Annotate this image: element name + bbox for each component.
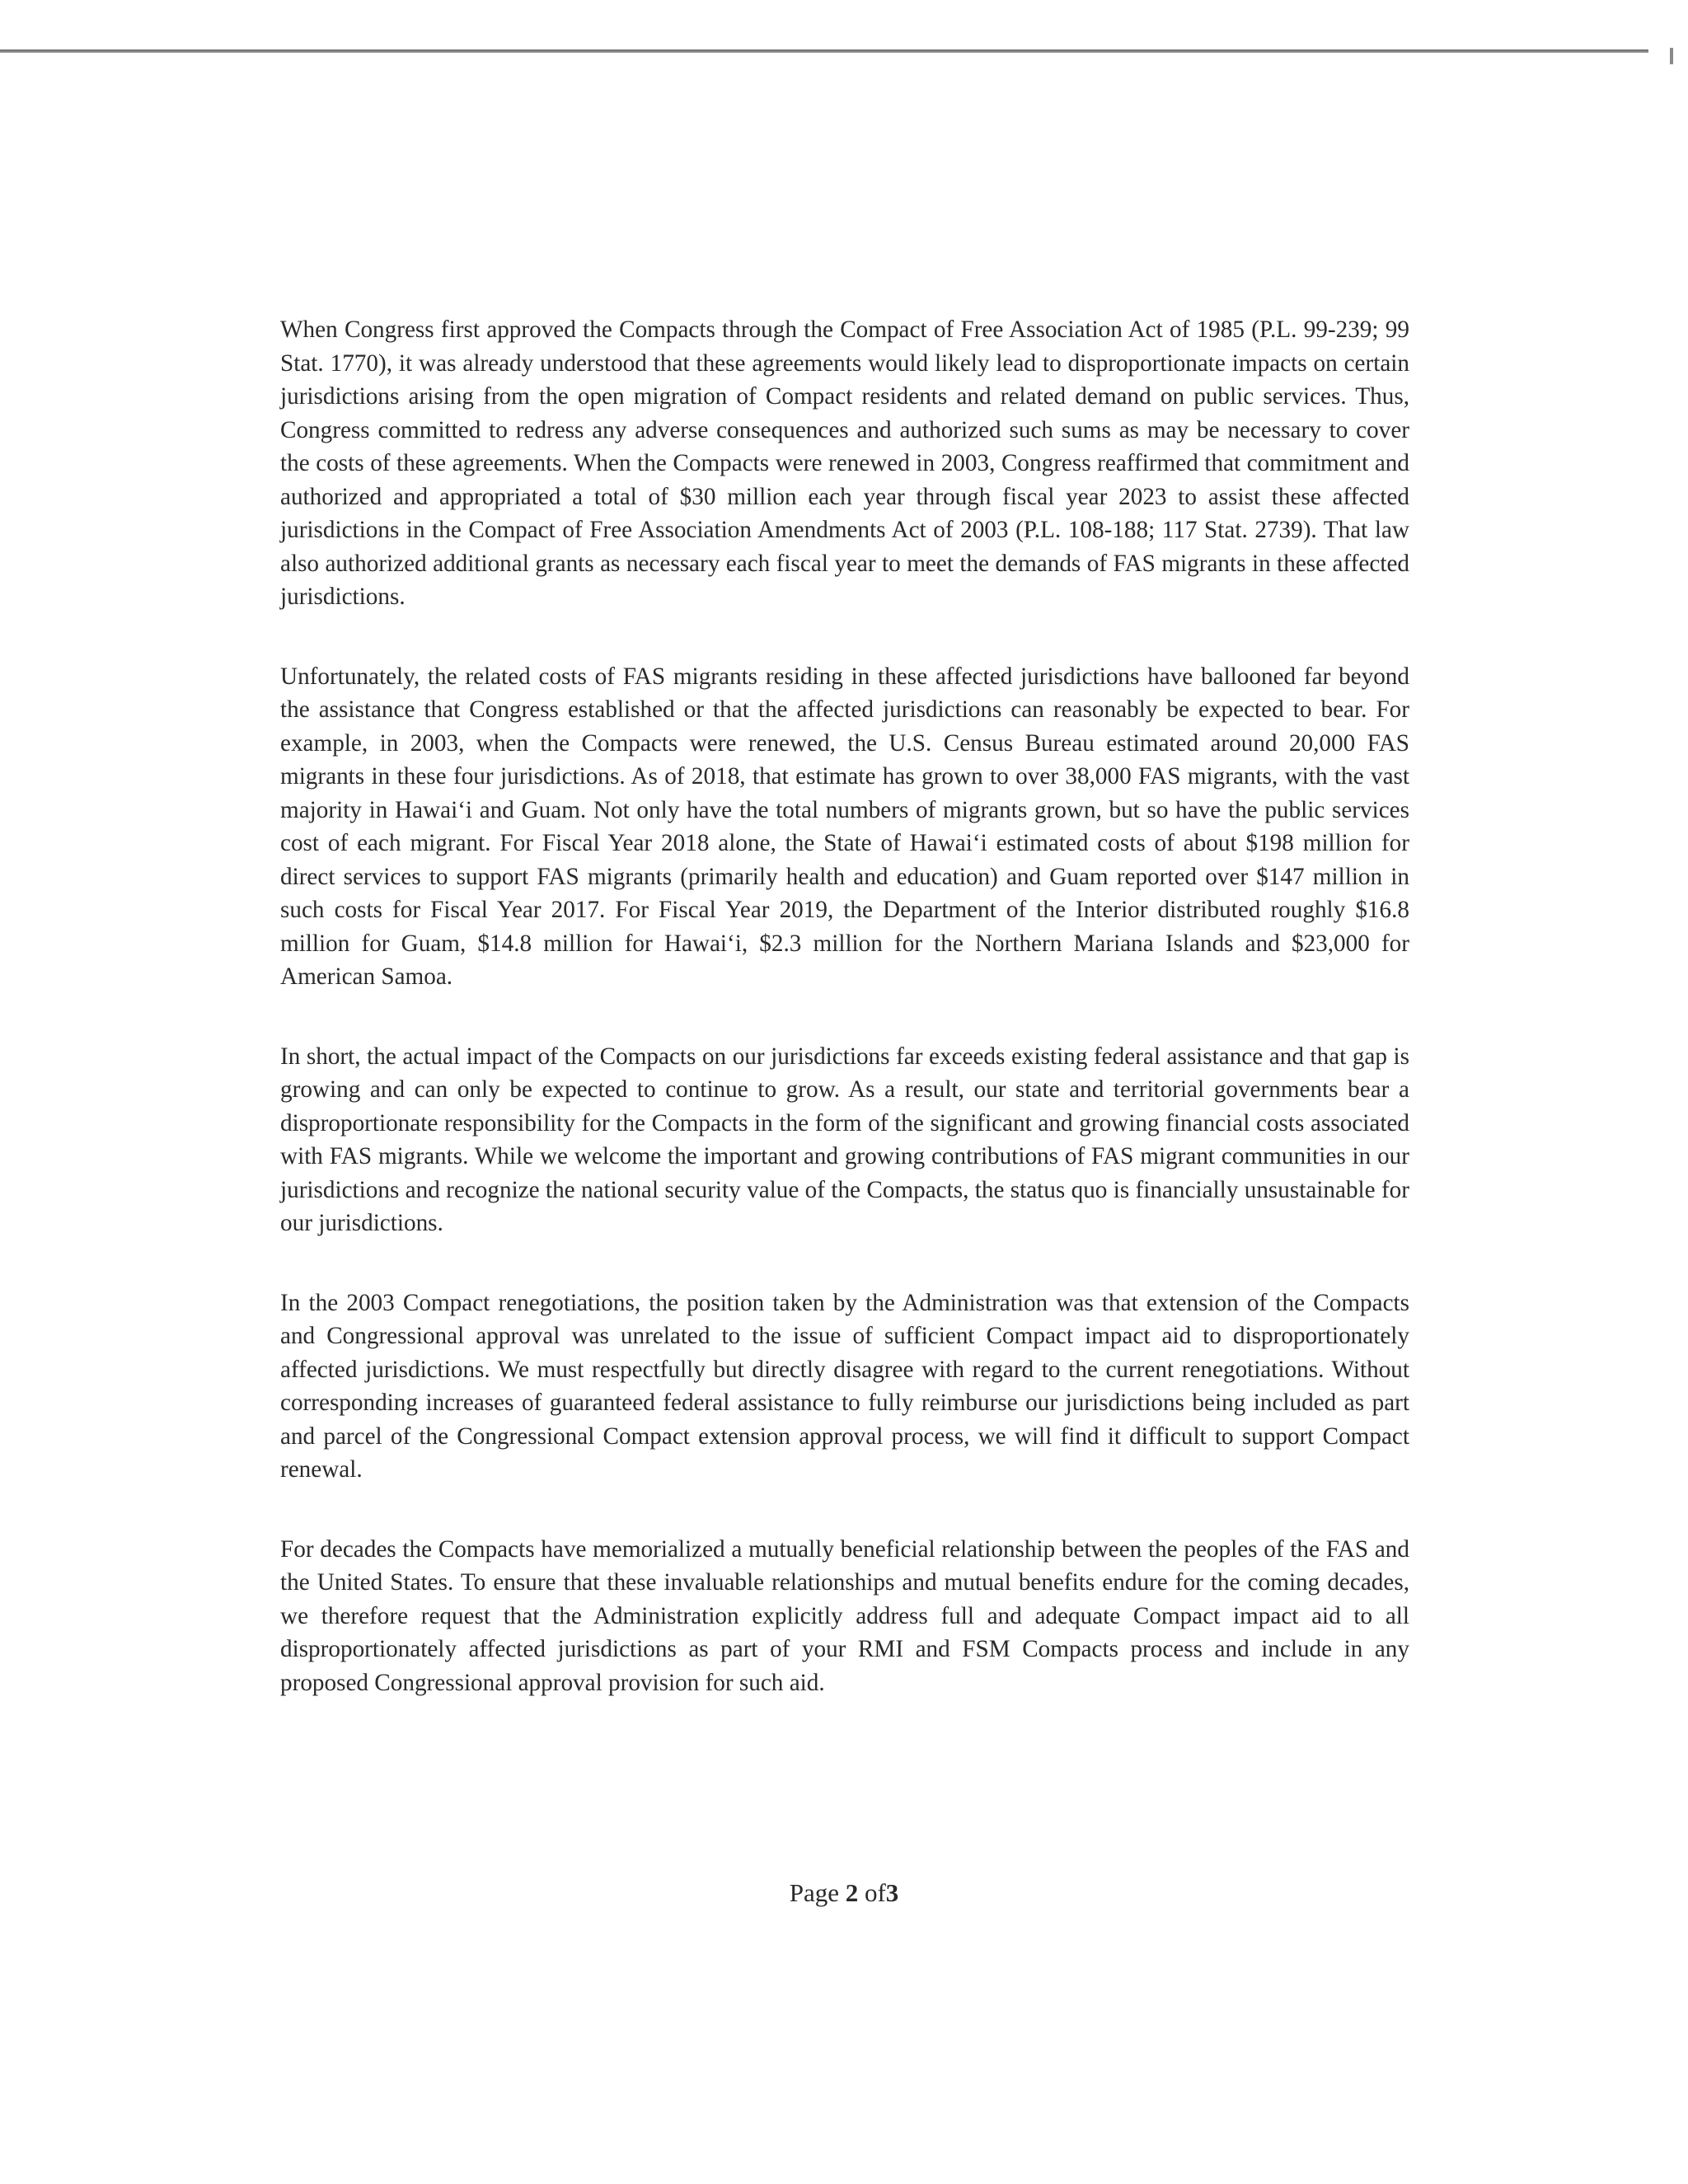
page-total: 3 bbox=[885, 1878, 899, 1907]
page-prefix: Page bbox=[789, 1878, 839, 1907]
paragraph-request: For decades the Compacts have memorialized a mutually beneficial relationship between the peoples of the FAS and the United States. To ensure that these invaluable relationships and mutual benefits endure for the coming decades, we therefore request that the Administration explicitly address full and adequate Compact impact aid to all disproportionately affected jurisdictions as part of your RMI and FSM Compacts process and include in any proposed Congressional approval provision for such aid. bbox=[280, 1535, 1409, 1696]
scan-edge-line bbox=[0, 49, 1648, 53]
paragraph-migrant-costs: Unfortunately, the related costs of FAS migrants residing in these affected jurisdictions have ballooned far beyond the assistance that Congress established or that the affected jurisdictions can reasonably be expected to bear. For example, in 2003, when the Compacts were renewed, the U.S. Census Bureau estimated around 20,000 FAS migrants in these four jurisdictions. As of 2018, that estimate has grown to over 38,000 FAS migrants, with the vast majority in Hawai‘i and Guam. Not only have the total numbers of migrants grown, but so have the public services cost of each migrant. For Fiscal Year 2018 alone, the State of Hawai‘i estimated costs of about $198 million for direct services to support FAS migrants (primarily health and education) and Guam reported over $147 million in such costs for Fiscal Year 2017. For Fiscal Year 2019, the Department of the Interior distributed roughly $16.8 million for Guam, $14.8 million for Hawai‘i, $2.3 million for the Northern Mariana Islands and $23,000 for American Samoa. bbox=[280, 663, 1409, 990]
paragraph-renegotiation-position: In the 2003 Compact renegotiations, the position taken by the Administration was that extension of the Compacts and Congressional approval was unrelated to the issue of sufficient Compact impact aid to disproportionately affected jurisdictions. We must respectfully but directly disagree with regard to the current renegotiations. Without corresponding increases of guaranteed federal assistance to fully reimburse our jurisdictions being included as part and parcel of the Congressional Compact extension approval process, we will find it difficult to support Compact renewal. bbox=[280, 1289, 1409, 1483]
page-of: of bbox=[864, 1878, 886, 1907]
letter-body bbox=[280, 313, 1409, 1746]
page-current: 2 bbox=[845, 1878, 859, 1907]
paragraph-compact-history: When Congress first approved the Compacts through the Compact of Free Association Act of 1985 (P.L. 99-239; 99 Stat. 1770), it was already understood that these agreements would likely lead to disproportionate impacts on certain jurisdictions arising from the open migration of Compact residents and related demand on public services. Thus, Congress committed to redress any adverse consequences and authorized such sums as may be necessary to cover the costs of these agreements. When the Compacts were renewed in 2003, Congress reaffirmed that commitment and authorized and appropriated a total of $30 million each year through fiscal year 2023 to assist these affected jurisdictions in the Compact of Free Association Amendments Act of 2003 (P.L. 108-188; 117 Stat. 2739). That law also authorized additional grants as necessary each fiscal year to meet the demands of FAS migrants in these affected jurisdictions. bbox=[280, 316, 1409, 610]
paragraph-impact-summary: In short, the actual impact of the Compacts on our jurisdictions far exceeds existing federal assistance and that gap is growing and can only be expected to continue to grow. As a result, our state and territorial governments bear a disproportionate responsibility for the Compacts in the form of the significant and growing financial costs associated with FAS migrants. While we welcome the important and growing contributions of FAS migrant communities in our jurisdictions and recognize the national security value of the Compacts, the status quo is financially unsustainable for our jurisdictions. bbox=[280, 1043, 1409, 1236]
page-number bbox=[0, 1878, 1688, 1908]
scan-edge-mark bbox=[1670, 48, 1673, 64]
